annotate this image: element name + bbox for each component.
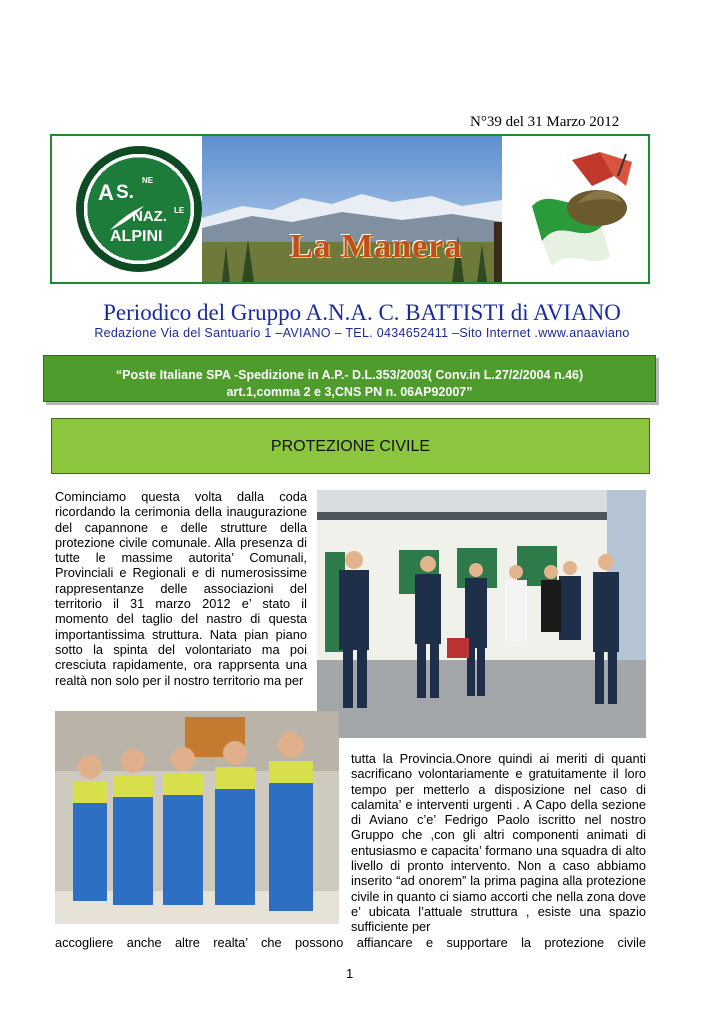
- article-column-1: Cominciamo questa volta dalla coda ricordando la cerimonia della inaugurazione del capannone e delle strutture della protezione civile comunale. Alla presenza di tutte le massime autorita’ Comunali, Provinciali e Regionali e di numerosissime rappresentanze delle associazioni del territorio il 31 marzo 2012 e’ stato il momento del taglio del nastro di questa importantissima struttura. Nata pian piano sotto la spinta del volontariato ma poi cresciuta rapidamente, ora rapprsenta una realtà non solo per il nostro territorio ma per: [55, 489, 307, 688]
- article-column-2: tutta la Provincia.Onore quindi ai meriti di quanti sacrificano volontariamente e gratuitamente il loro tempo per metterlo a disposizione nel caso di calamita’ e interventi urgenti . A Capo della sezione di Aviano c’e’ Fedrigo Paolo iscritto nel nostro Gruppo che ,con gli altri componenti animati di entusiasmo e capacita’ formano una squadra di alto livello di pronto intervento. Non a caso abbiamo inserito “ad onorem” la prima pagina alla protezione civile in quanto ci siamo accorti che nella zona dove e’ ubicata l’attuale struttura , esiste una spazio sufficiente per: [351, 751, 646, 935]
- feather-icon: [106, 204, 146, 234]
- postal-notice-line2: art.1,comma 2 e 3,CNS PN n. 06AP92007”: [226, 385, 473, 399]
- postal-notice-box: [43, 355, 656, 402]
- postal-notice-line1: “Poste Italiane SPA -Spedizione in A.P.- D.L.353/2003( Conv.in L.27/2/2004 n.46): [115, 368, 584, 382]
- page-number: 1: [346, 966, 354, 981]
- volunteers-photo: [55, 711, 339, 924]
- editorial-address: Redazione Via del Santuario 1 –AVIANO – TEL. 0434652411 –Sito Internet .www.anaaviano: [94, 326, 630, 340]
- ceremony-photo: [317, 490, 646, 738]
- masthead-banner: [50, 134, 650, 284]
- article-closing-line: accogliere anche altre realta’ che possono affiancare e supportare la protezione civile: [55, 935, 646, 950]
- section-heading: PROTEZIONE CIVILE: [51, 418, 650, 474]
- masthead-title: La Manera: [290, 228, 463, 265]
- newsletter-title: Periodico del Gruppo A.N.A. C. BATTISTI di AVIANO: [103, 300, 621, 325]
- ana-logo: A S. NE NAZ. LE ALPINI: [76, 146, 202, 272]
- mountain-photo: [202, 136, 502, 282]
- alpini-hat-flag-art: [522, 146, 642, 276]
- issue-number: N°39 del 31 Marzo 2012: [470, 114, 620, 130]
